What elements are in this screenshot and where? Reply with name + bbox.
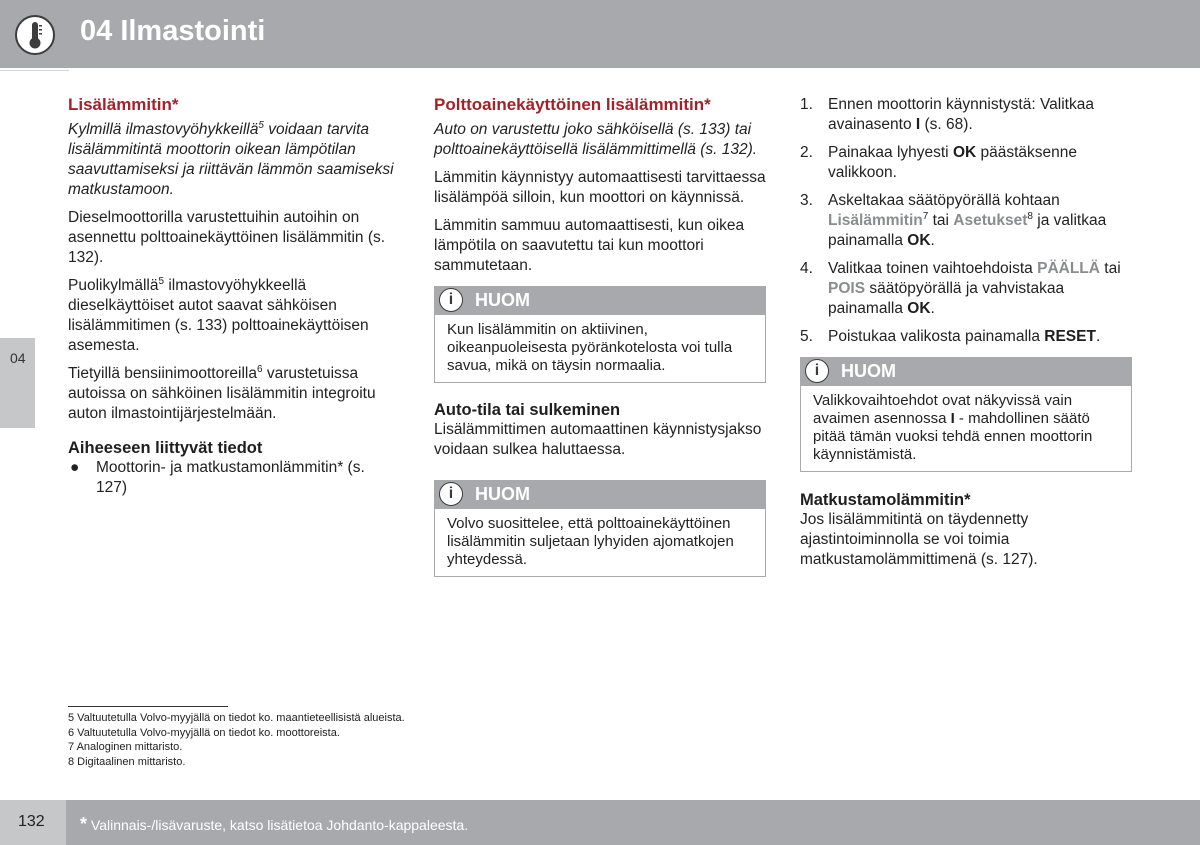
footnote-8: 8 Digitaalinen mittaristo. xyxy=(68,755,186,768)
note-title: HUOM xyxy=(475,290,530,310)
paragraph-auto-start: Lämmitin käynnistyy automaattisesti tarvittaessa lisälämpöä silloin, kun moottori on käynnissä. xyxy=(434,169,766,206)
info-icon: i xyxy=(439,482,463,506)
step-3: 3. Askeltakaa säätöpyörällä kohtaan Lisälämmitin$^7$ tai Asetukset$^8$ ja valitkaa painamalla OK. xyxy=(800,192,1107,249)
footnotes xyxy=(68,711,405,769)
footnote-7: 7 Analoginen mittaristo. xyxy=(68,741,183,753)
paragraph-auto-mode: Lisälämmittimen automaattinen käynnistysjakso voidaan sulkea haluttaessa. xyxy=(434,421,762,458)
paragraph-diesel: Dieselmoottorilla varustettuihin autoihin on asennettu polttoainekäyttöinen lisälämmitin (s. 132). xyxy=(68,209,386,266)
paragraph-petrol: Tietyillä bensiinimoottoreilla$^6$ varustetuissa autoissa on sähköinen lisälämmitin integroitu auton ilmastointijärjestelmään. xyxy=(68,363,376,422)
page-number: 132 xyxy=(18,813,45,830)
chapter-side-tab xyxy=(0,338,35,428)
margin-rule xyxy=(0,70,69,71)
subsection-title-auto-mode: Auto-tila tai sulkeminen xyxy=(434,401,621,419)
note-title: HUOM xyxy=(841,361,896,381)
note-header xyxy=(801,358,1131,386)
note-text: Valikkovaihtoehdot ovat näkyvissä vain avaimen asennossa I - mahdollinen säätö pitää tämän vuoksi tehdä ennen moottorin käynnistämistä. xyxy=(813,392,1093,463)
step-1: 1. Ennen moottorin käynnistystä: Valitkaa avainasento I (s. 68). xyxy=(800,96,1094,133)
section-title-fuel-heater: Polttoainekäyttöinen lisälämmitin* xyxy=(434,95,711,114)
page-footer xyxy=(0,800,1200,845)
note-text: Kun lisälämmitin on aktiivinen, oikeanpuoleisesta pyöränkotelosta voi tulla savua, mikä on täysin normaalia. xyxy=(447,321,733,374)
optional-equipment-note: * Valinnais-/lisävaruste, katso lisätietoa Johdanto-kappaleesta. xyxy=(80,814,469,834)
note-box-menu xyxy=(800,357,1132,472)
step-5: 5. Poistukaa valikosta painamalla RESET. xyxy=(800,328,1101,345)
paragraph-cabin-heater: Jos lisälämmitintä on täydennetty ajastintoiminnolla se voi toimia matkustamolämmittimenä (s. 127). xyxy=(800,511,1038,568)
subsection-title-cabin-heater: Matkustamolämmitin* xyxy=(800,491,971,509)
related-link[interactable]: ● Moottorin- ja matkustamonlämmitin* (s. 127) xyxy=(70,459,365,496)
bullet-icon: ● xyxy=(70,459,80,476)
fuel-heater-intro: Auto on varustettu joko sähköisellä (s. 133) tai polttoainekäyttöisellä lisälämmittimellä (s. 132). xyxy=(434,121,758,158)
chapter-header xyxy=(0,0,1200,68)
note-header xyxy=(435,287,765,315)
column-2 xyxy=(434,95,766,577)
section-title-lisalammitin: Lisälämmitin* xyxy=(68,95,179,114)
thermometer-icon xyxy=(15,15,55,55)
info-icon: i xyxy=(439,288,463,312)
footnote-5: 5 Valtuutetulla Volvo-myyjällä on tiedot ko. maantieteellisistä alueista. xyxy=(68,712,405,724)
step-2: 2. Painakaa lyhyesti OK päästäksenne valikkoon. xyxy=(800,144,1078,181)
side-tab-label: 04 xyxy=(10,350,26,366)
intro-paragraph: Kylmillä ilmastovyöhykkeillä$^5$ voidaan tarvita lisälämmitintä moottorin oikean lämpötilan saavuttamiseksi ja riittävän lämmön saamiseksi matkustamoon. xyxy=(68,119,394,198)
chapter-title: 04 Ilmastointi xyxy=(80,15,266,47)
note-text: Volvo suosittelee, että polttoainekäyttöinen lisälämmitin suljetaan lyhyiden ajomatkojen yhteydessä. xyxy=(447,515,734,568)
header-divider xyxy=(0,68,1200,70)
paragraph-auto-stop: Lämmitin sammuu automaattisesti, kun oikea lämpötila on saavutettu tai kun moottori sammutetaan. xyxy=(434,217,745,274)
footnote-6: 6 Valtuutetulla Volvo-myyjällä on tiedot ko. moottoreista. xyxy=(68,726,340,739)
steps-list xyxy=(800,95,1132,347)
note-box-short-trips xyxy=(434,480,766,577)
related-info-title: Aiheeseen liittyvät tiedot xyxy=(68,439,263,457)
note-header xyxy=(435,481,765,509)
paragraph-half-cold: Puolikylmällä$^5$ ilmastovyöhykkeellä dieselkäyttöiset autot saavat sähköisen lisälämmitimen (s. 133) polttoainekäyttöisen asemesta. xyxy=(68,275,369,354)
related-list xyxy=(68,458,398,498)
note-title: HUOM xyxy=(475,484,530,504)
info-icon: i xyxy=(805,359,829,383)
column-1 xyxy=(68,95,398,498)
footnote-rule xyxy=(68,706,228,707)
note-box-smoke xyxy=(434,286,766,383)
column-3 xyxy=(800,95,1132,578)
step-4: 4. Valitkaa toinen vaihtoehdoista PÄÄLLÄ tai POIS säätöpyörällä ja vahvistakaa painamalla OK. xyxy=(800,260,1121,317)
